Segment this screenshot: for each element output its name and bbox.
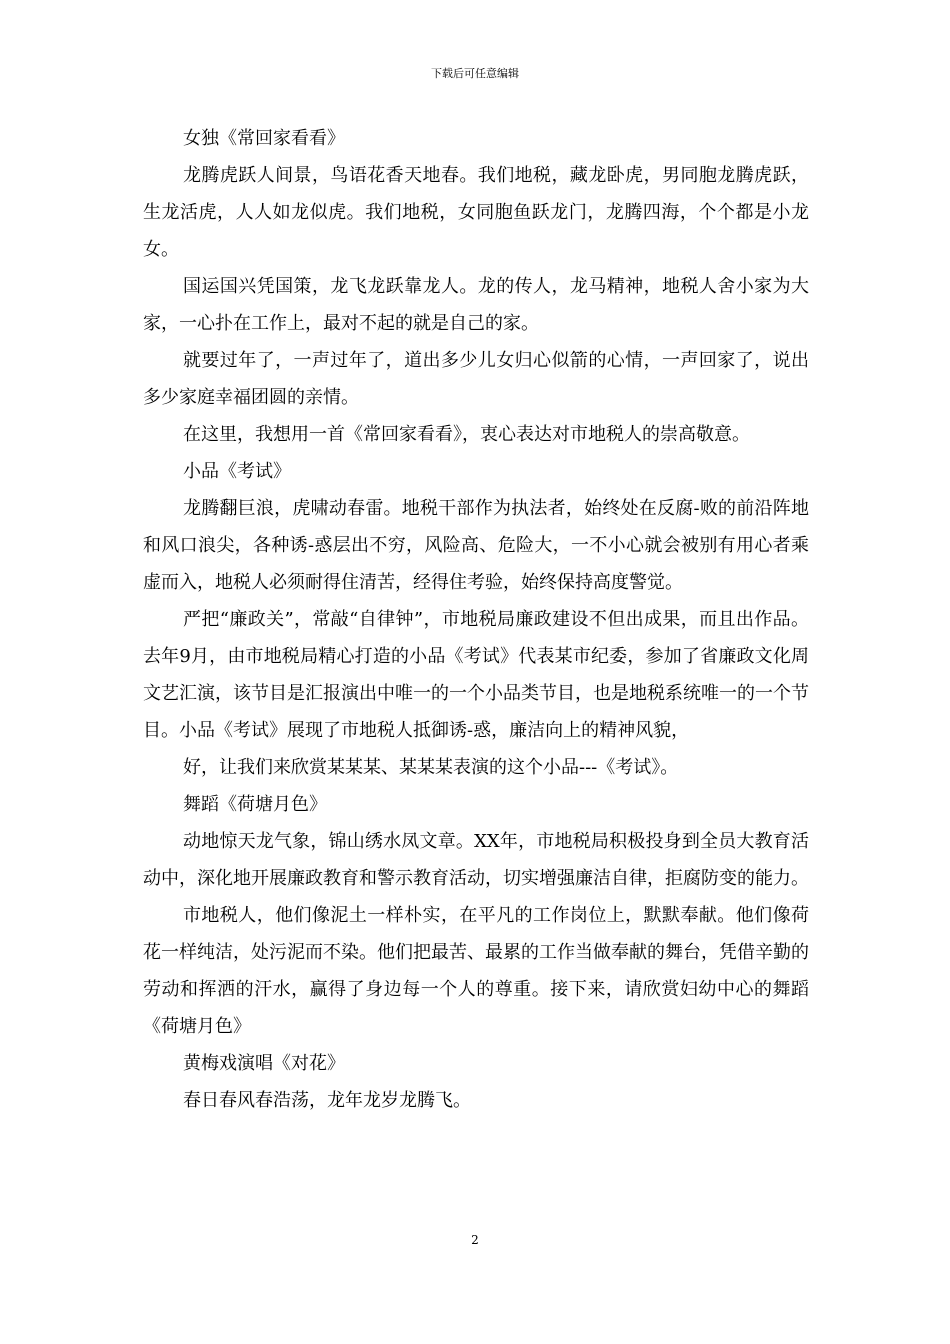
paragraph: 就要过年了，一声过年了，道出多少儿女归心似箭的心情，一声回家了，说出多少家庭幸福团圆的亲情。 (143, 350, 809, 408)
paragraph: 在这里，我想用一首《常回家看看》，衷心表达对市地税人的崇高敬意。 (183, 424, 750, 445)
page-number: 2 (471, 1233, 479, 1247)
section-heading-dance: 舞蹈《荷塘月色》 (183, 794, 327, 815)
paragraph: 春日春风春浩荡，龙年龙岁龙腾飞。 (183, 1090, 471, 1111)
document-body (143, 120, 809, 1119)
paragraph: 市地税人，他们像泥土一样朴实，在平凡的工作岗位上，默默奉献。他们像荷花一样纯洁，处污泥而不染。他们把最苦、最累的工作当做奉献的舞台，凭借辛勤的劳动和挥洒的汗水，赢得了身边每一个人的尊重。接下来，请欣赏妇幼中心的舞蹈《荷塘月色》 (143, 905, 809, 1037)
page-header: 下载后可任意编辑 (431, 67, 519, 80)
paragraph: 龙腾虎跃人间景，鸟语花香天地春。我们地税，藏龙卧虎，男同胞龙腾虎跃，生龙活虎，人人如龙似虎。我们地税，女同胞鱼跃龙门，龙腾四海，个个都是小龙女。 (143, 165, 809, 260)
section-heading-sketch: 小品《考试》 (183, 461, 291, 482)
paragraph: 国运国兴凭国策，龙飞龙跃靠龙人。龙的传人，龙马精神，地税人舍小家为大家，一心扑在工作上，最对不起的就是自己的家。 (143, 276, 809, 334)
section-heading-solo-song: 女独《常回家看看》 (183, 128, 345, 149)
paragraph: 严把“廉政关”，常敲“自律钟”，市地税局廉政建设不但出成果，而且出作品。去年9月，由市地税局精心打造的小品《考试》代表某市纪委，参加了省廉政文化周文艺汇演，该节目是汇报演出中唯一的一个小品类节目，也是地税系统唯一的一个节目。小品《考试》展现了市地税人抵御诱-惑，廉洁向上的精神风貌， (143, 609, 809, 741)
section-heading-opera: 黄梅戏演唱《对花》 (183, 1053, 345, 1074)
paragraph: 龙腾翻巨浪，虎啸动春雷。地税干部作为执法者，始终处在反腐-败的前沿阵地和风口浪尖，各种诱-惑层出不穷，风险高、危险大，一不小心就会被别有用心者乘虚而入，地税人必须耐得住清苦，经得住考验，始终保持高度警觉。 (143, 498, 809, 593)
paragraph: 动地惊天龙气象，锦山绣水凤文章。XX年，市地税局积极投身到全员大教育活动中，深化地开展廉政教育和警示教育活动，切实增强廉洁自律，拒腐防变的能力。 (143, 831, 809, 889)
paragraph: 好，让我们来欣赏某某某、某某某表演的这个小品---《考试》。 (183, 757, 679, 778)
